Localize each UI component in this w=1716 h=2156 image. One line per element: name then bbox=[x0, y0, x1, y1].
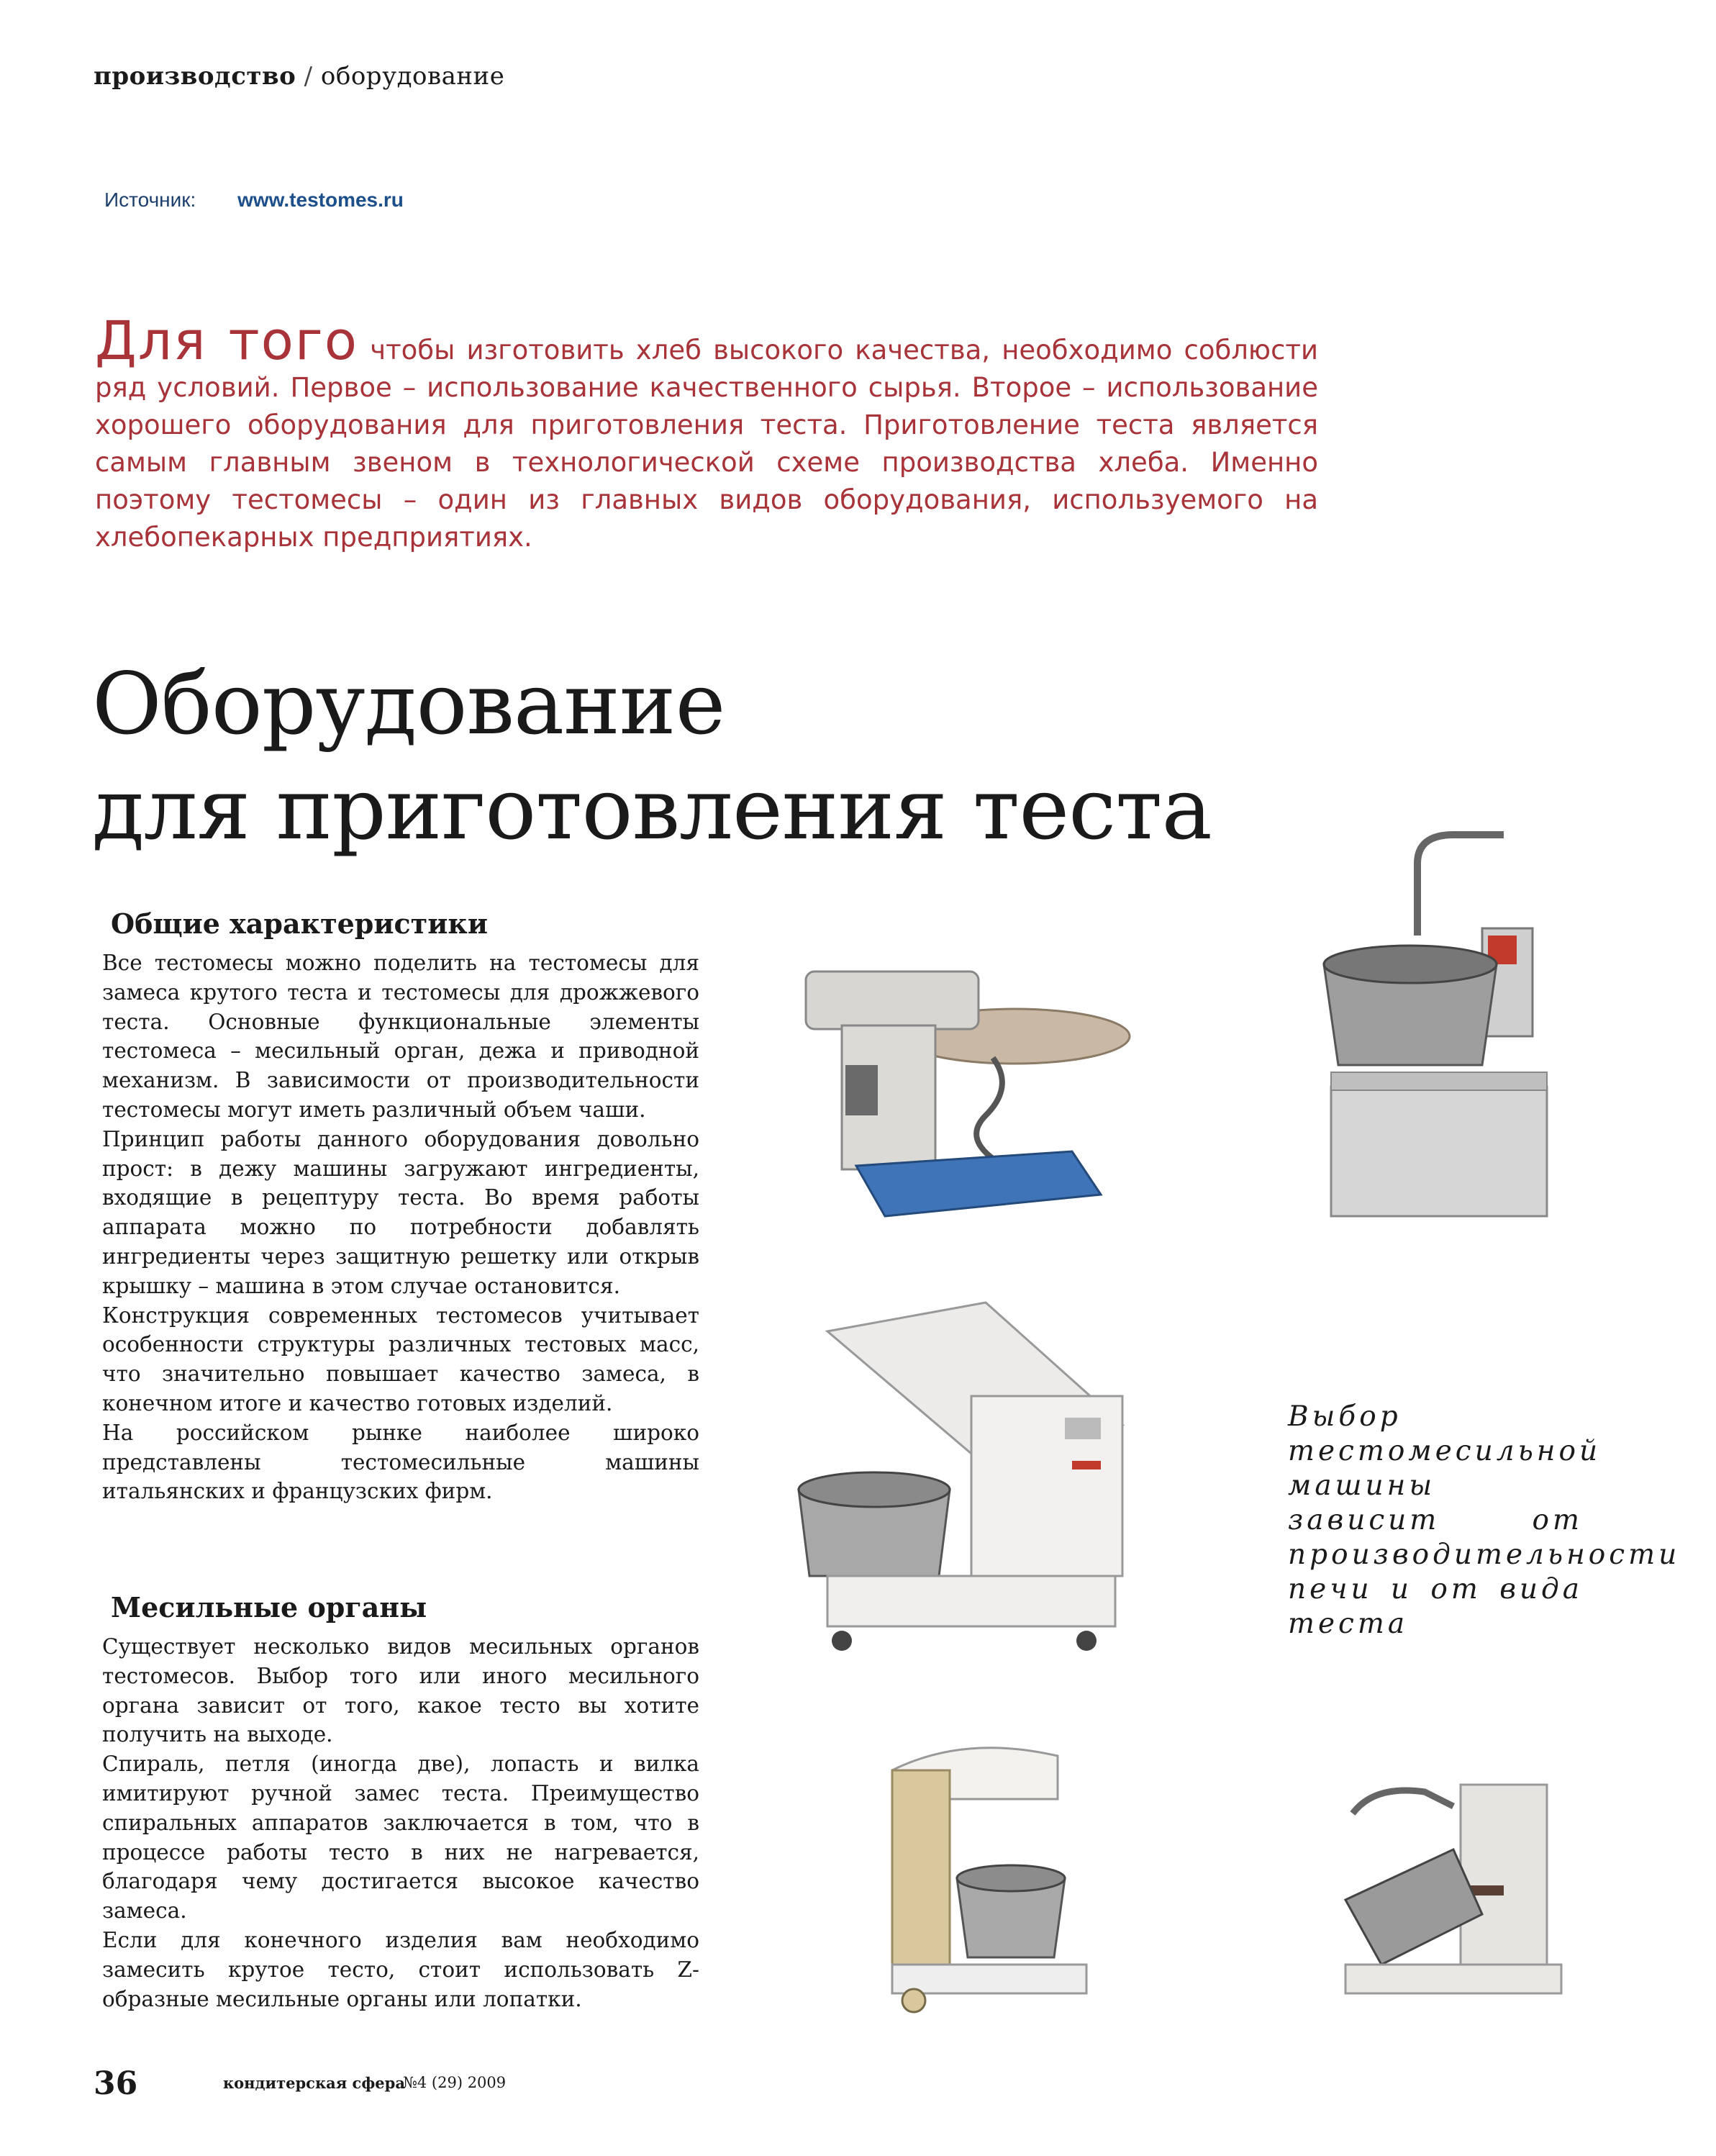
paragraph: Все тестомесы можно поделить на тестомесы для замеса крутого теста и тестомесы для дрожжевого теста. Основные функциональные элементы тестомеса – месильный орган, дежа и приводной механизм. В зависимости от производительности тестомесы могут иметь различный объем чаши. bbox=[102, 951, 699, 1122]
lead-drop-words: Для того bbox=[95, 310, 359, 372]
breadcrumb-separator: / bbox=[304, 62, 313, 91]
mixer-image-2 bbox=[1309, 820, 1569, 1231]
section-heading: Общие характеристики bbox=[111, 907, 489, 940]
section-general bbox=[102, 905, 699, 1506]
article-title-line1: Оборудование bbox=[92, 654, 725, 753]
subsection-label: оборудование bbox=[320, 62, 505, 91]
section-label: производство bbox=[94, 62, 296, 91]
lead-text: чтобы изготовить хлеб высокого качества, необходимо соблюсти ряд условий. Первое – использование качественного сырья. Второе – использование хорошего оборудования для приготовления теста. Приготовление теста является самым главным звеном в технологической схеме производства хлеба. Именно поэтому тестомесы – один из главных видов оборудования, используемого на хлебопекарных предприятиях. bbox=[95, 335, 1319, 553]
source-url-link[interactable]: www.testomes.ru bbox=[237, 189, 404, 211]
paragraph: Спираль, петля (иногда две), лопасть и вилка имитируют ручной замес теста. Преимущество спиральных аппаратов заключается в том, что в процессе работы тесто в них не нагревается, благодаря чему достигается высокое качество замеса. bbox=[102, 1752, 699, 1924]
source-line bbox=[104, 189, 404, 212]
paragraph: Принцип работы данного оборудования довольно прост: в дежу машины загружают ингредиенты, входящие в рецептуру теста. Во время работы аппарата можно по потребности добавлять ингредиенты через защитную решетку или открыв крышку – машина в этом случае остановится. bbox=[102, 1126, 699, 1298]
issue-number: №4 (29) 2009 bbox=[403, 2074, 507, 2091]
pull-quote: Выбор тестомесильной машины зависит от производительности печи и от вида теста bbox=[1288, 1400, 1681, 1640]
mixer-image-5 bbox=[1324, 1770, 1583, 2008]
magazine-name: кондитерская сфера bbox=[223, 2074, 405, 2092]
article-title-line2: для приготовления теста bbox=[92, 759, 1212, 859]
lead-paragraph bbox=[95, 310, 1319, 556]
paragraph: На российском рынке наиболее широко представлены тестомесильные машины итальянских и французских фирм. bbox=[102, 1420, 699, 1504]
paragraph: Существует несколько видов месильных органов тестомесов. Выбор того или иного месильного органа зависит от того, какое тесто вы хотите получить на выходе. bbox=[102, 1634, 699, 1747]
section-breadcrumb bbox=[94, 62, 504, 91]
paragraph: Конструкция современных тестомесов учитывает особенности структуры различных тестовых масс, что значительно повышает качество замеса, в конечном итоге и качество готовых изделий. bbox=[102, 1303, 699, 1416]
section-heading: Месильные органы bbox=[111, 1591, 427, 1623]
source-label: Источник: bbox=[104, 189, 196, 211]
mixer-image-3 bbox=[784, 1295, 1158, 1670]
section-kneading-organs bbox=[102, 1589, 699, 2014]
mixer-image-1 bbox=[799, 957, 1137, 1231]
mixer-image-4 bbox=[878, 1727, 1101, 2015]
page-number: 36 bbox=[94, 2065, 138, 2102]
paragraph: Если для конечного изделия вам необходимо замесить крутое тесто, стоит использовать Z-образные месильные органы или лопатки. bbox=[102, 1927, 699, 2011]
article-title bbox=[92, 651, 1387, 861]
